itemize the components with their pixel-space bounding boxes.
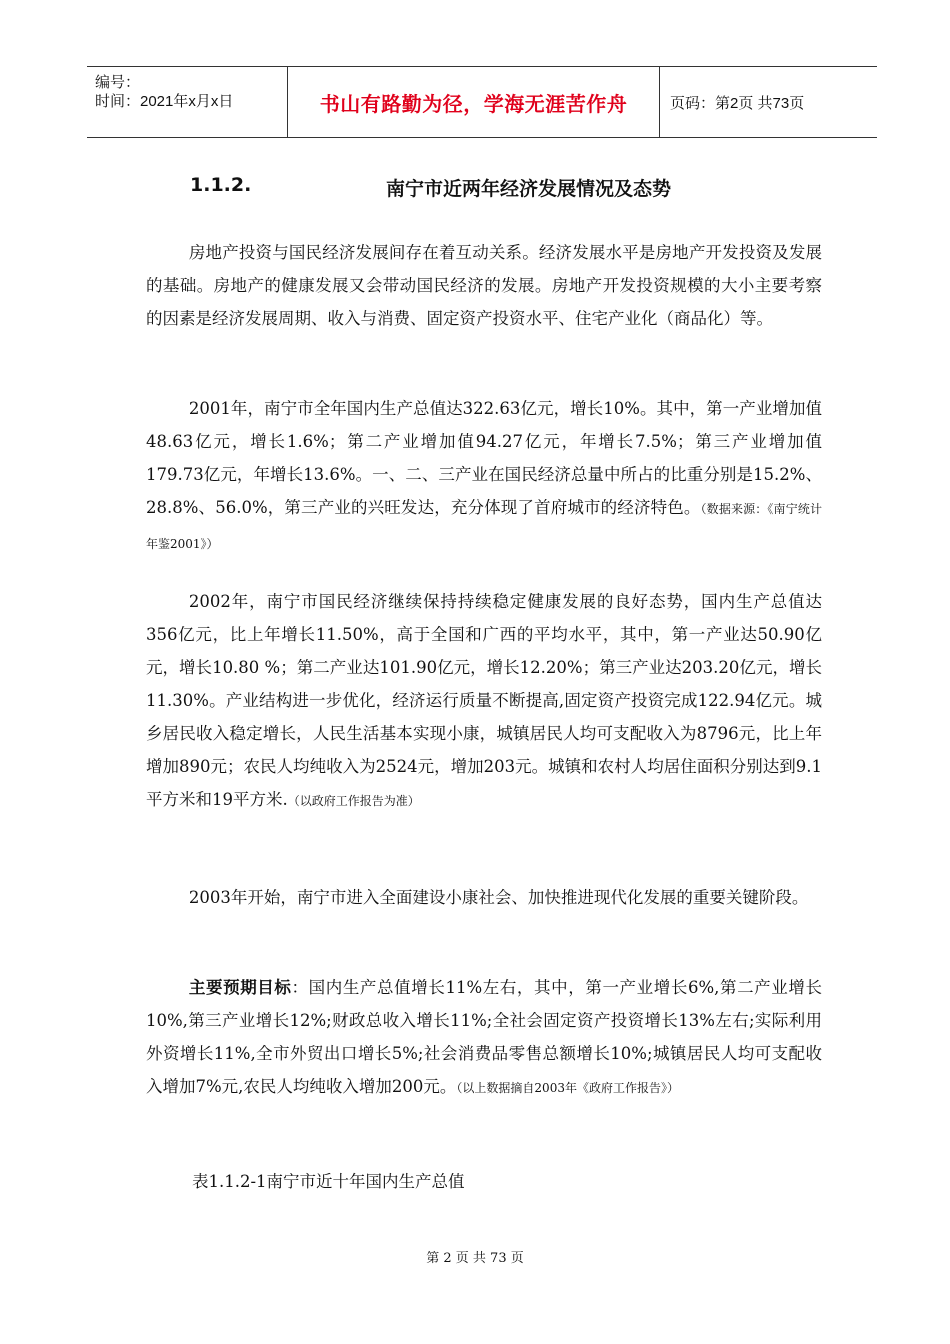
header-motto-cell: [287, 67, 660, 137]
paragraph-intro: [146, 236, 822, 335]
section-title: 南宁市近两年经济发展情况及态势: [386, 178, 672, 200]
targets-lead: 主要预期目标: [188, 978, 292, 997]
source-note-2001: （数据来源：《南宁统计年鉴2001》）: [146, 502, 822, 551]
number-label: 编号：: [95, 74, 141, 91]
header-meta: [87, 67, 287, 137]
paragraph-2002-text: 2002年，南宁市国民经济继续保持持续稳定健康发展的良好态势，国内生产总值达356亿元，比上年增长11.50%，高于全国和广西的平均水平，其中，第一产业达50.90亿元，增长10.80 %；第二产业达101.90亿元，增长12.20%；第三产业达203.20亿元，增长11.30%。产业结构进一步优化，经济运行质量不断提高,固定资产投资完成122.94亿元。城乡居民收入稳定增长，人民生活基本实现小康，城镇居民人均可支配收入为8796元，比上年增加890元；农民人均纯收入为2524元，增加203元。城镇和农村人均居住面积分别达到9.1平方米和19平方米.: [146, 592, 822, 809]
source-note-2002: （以政府工作报告为准）: [287, 794, 420, 808]
paragraph-2002: [146, 585, 822, 818]
motto: 书山有路勤为径，学海无涯苦作舟: [319, 91, 628, 116]
section-number: 1.1.2.: [190, 174, 252, 196]
page-header: [87, 66, 877, 138]
source-note-targets: （以上数据摘自2003年《政府工作报告》）: [456, 1081, 679, 1095]
table-caption: 表1.1.2-1南宁市近十年国内生产总值: [192, 1172, 465, 1191]
paragraph-2001: [146, 392, 822, 561]
paragraph-2003-text: 2003年开始，南宁市进入全面建设小康社会、加快推进现代化发展的重要关键阶段。: [188, 888, 809, 907]
targets-text: ：国内生产总值增长11%左右，其中，第一产业增长6%,第二产业增长10%,第三产业增长12%;财政总收入增长11%;全社会固定资产投资增长13%左右;实际利用外资增长11%,全市外贸出口增长5%;社会消费品零售总额增长10%;城镇居民人均可支配收入增加7%元,农民人均纯收入增加200元。: [146, 978, 822, 1096]
time-label: 时间：2021年x月x日: [95, 93, 234, 110]
section-heading: [190, 170, 830, 204]
paragraph-intro-text: 房地产投资与国民经济发展间存在着互动关系。经济发展水平是房地产开发投资及发展的基础。房地产的健康发展又会带动国民经济的发展。房地产开发投资规模的大小主要考察的因素是经济发展周期、收入与消费、固定资产投资水平、住宅产业化（商品化）等。: [146, 243, 822, 328]
page-label: 页码：第2页 共73页: [670, 94, 805, 112]
paragraph-2001-text: 2001年，南宁市全年国内生产总值达322.63亿元，增长10%。其中，第一产业增加值48.63亿元，增长1.6%；第二产业增加值94.27亿元，年增长7.5%；第三产业增加值179.73亿元，年增长13.6%。一、二、三产业在国民经济总量中所占的比重分别是15.2%、28.8%、56.0%，第三产业的兴旺发达，充分体现了首府城市的经济特色。: [146, 399, 822, 517]
paragraph-targets: [146, 971, 822, 1105]
paragraph-2003: [146, 881, 822, 914]
page-footer: 第 2 页 共 73 页: [426, 1251, 524, 1266]
